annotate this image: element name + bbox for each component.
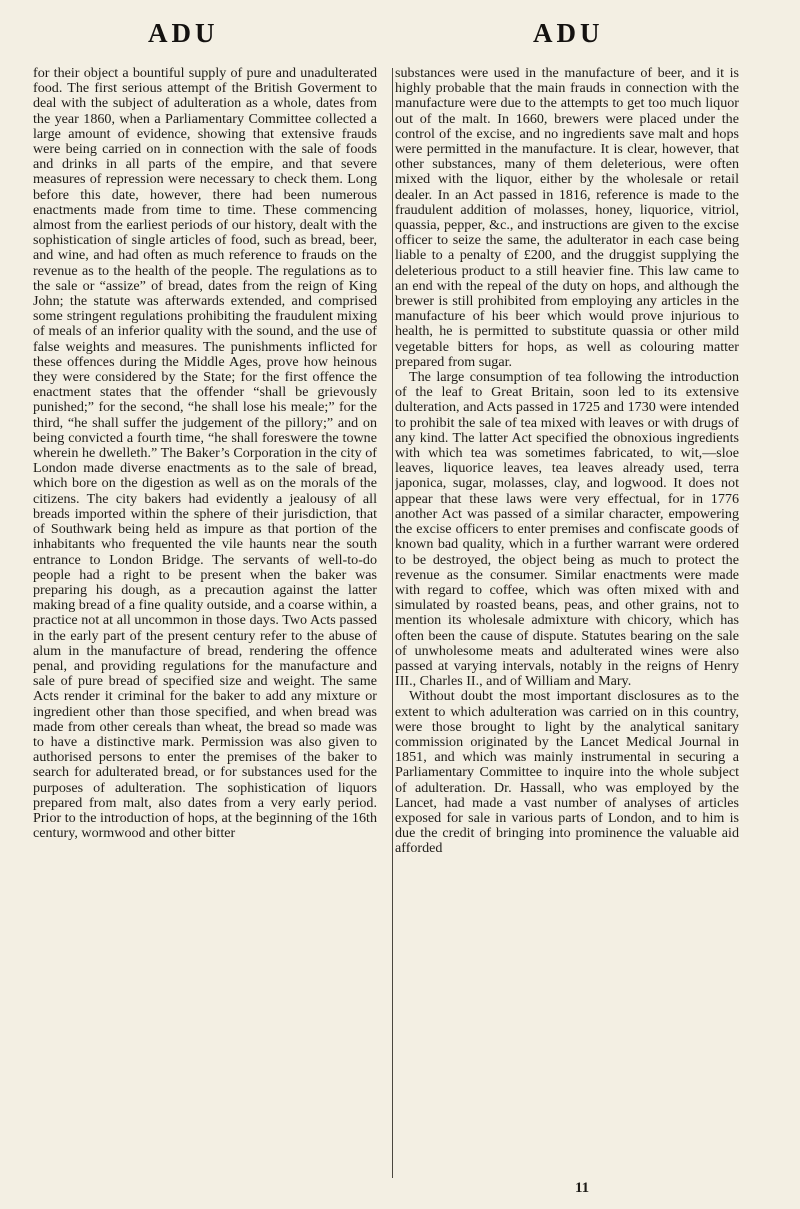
right-paragraph-1: substances were used in the manufacture of beer, and it is highly probable that the main frauds in connection with the manufacture were due to the attempts to get too much liquor out of the malt. In 1660, brewers were placed under the control of the excise, and no ingredients save malt and hops were permitted in the manufacture. It is clear, however, that other substances, many of them deleterious, were often mixed with the liquor, either by the wholesale or retail dealer. In an Act passed in 1816, reference is made to the fraudulent addition of molasses, honey, liquorice, vitriol, quassia, pepper, &c., and instructions are given to the excise officer to seize the same, the adulterator in each case being liable to a penalty of £200, and the druggist supplying the deleterious product to a still heavier fine. This law came to an end with the repeal of the duty on hops, and although the brewer is still prohibited from employing any articles in the manufacture of his beer which would prove injurious to health, he is permitted to substitute quassia or other mild vegetable bitters for hops, as well as colouring matter prepared from sugar. <box>395 66 739 370</box>
text-columns <box>33 66 761 1176</box>
right-column <box>395 66 739 1176</box>
left-paragraph-1: for their object a bountiful supply of pure and unadulterated food. The first serious attempt of the British Goverment to deal with the subject of adulteration as a whole, dates from the year 1860, when a Parliamentary Committee collected a large amount of evidence, showing that extensive frauds were being carried on in connection with the sale of foods and drinks in all parts of the empire, and that severe measures of repression were necessary to check them. Long before this date, however, there had been numerous enactments made from time to time. These commencing almost from the earliest periods of our history, dealt with the sophistication of single articles of food, such as bread, beer, and wine, and had often as much reference to frauds on the revenue as to the health of the people. The regulations as to the sale or “assize” of bread, dates from the reign of King John; the statute was afterwards extended, and comprised some stringent regulations prohibiting the fraudulent mixing of meals of an inferior quality with the sound, and the use of false weights and measures. The punishments inflicted for these offences during the Middle Ages, prove how heinous they were considered by the State; for the first offence the enactment states that the offender “shall be grievously punished;” for the second, “he shall lose his meale;” for the third, “he shall suffer the judgement of the pillory;” and on being convicted a fourth time, “he shall foreswere the towne wherein he dwelleth.” The Baker’s Corporation in the city of London made diverse enactments as to the sale of bread, which bore on the digestion as well as on the morals of the citizens. The city bakers had evidently a jealousy of all breads imported within the sphere of their jurisdiction, that of Southwark being held as impure as that portion of the inhabitants who frequented the vile haunts near the south entrance to London Bridge. The servants of well-to-do people had a right to be present when the baker was preparing his dough, as a precaution against the latter making bread of a fine quality outside, and a coarse within, a practice not at all uncommon in those days. Two Acts passed in the early part of the present century refer to the abuse of alum in the manufacture of bread, rendering the offence penal, and providing regulations for the manufacture and sale of pure bread of specified size and weight. The same Acts render it criminal for the baker to add any mixture or ingredient other than those specified, and when bread was made from other cereals than wheat, the bread so made was to have a distinctive mark. Permission was also given to authorised persons to enter the premises of the baker to search for adulterated bread, or for substances used for the purposes of adulteration. The sophistication of liquors prepared from malt, also dates from a very early period. Prior to the introduction of hops, at the beginning of the 16th century, wormwood and other bitter <box>33 66 377 842</box>
page-number: 11 <box>575 1180 590 1196</box>
page-header <box>0 18 800 58</box>
right-paragraph-3: Without doubt the most important disclosures as to the extent to which adulteration was carried on in this country, were those brought to light by the analytical sanitary commission originated by the Lancet Medical Journal in 1851, and which was mainly instrumental in securing a Parliamentary Committee to inquire into the whole subject of adulteration. Dr. Hassall, who was employed by the Lancet, had made a vast number of analyses of articles exposed for sale in various parts of London, and to him is due the credit of bringing into prominence the valuable aid afforded <box>395 688 739 857</box>
left-column <box>33 66 377 1176</box>
running-head-left: ADU <box>148 18 219 48</box>
right-paragraph-2: The large consumption of tea following the introduction of the leaf to Great Britain, soon led to its extensive dulteration, and Acts passed in 1725 and 1730 were intended to prohibit the sale of tea mixed with leaves or with drugs of any kind. The latter Act specified the obnoxious ingredients with which tea was sometimes fabricated, to wit,—sloe leaves, liquorice leaves, tea leaves already used, terra japonica, sugar, molasses, clay, and logwood. It does not appear that these laws were very effectual, for in 1776 another Act was passed of a similar character, empowering the excise officers to enter premises and confiscate goods of known bad quality, which in a further warrant were ordered to be destroyed, the object being as much to protect the revenue as the consumer. Similar enactments were made with regard to coffee, which was often mixed with and simulated by roasted beans, peas, and other grains, not to mention its wholesale admixture with chicory, which has often been the cause of dispute. Statutes bearing on the sale of unwholesome meats and adulterated wines were also passed at varying intervals, notably in the reigns of Henry III., Charles II., and of William and Mary. <box>395 369 739 690</box>
running-head-right: ADU <box>533 18 604 48</box>
